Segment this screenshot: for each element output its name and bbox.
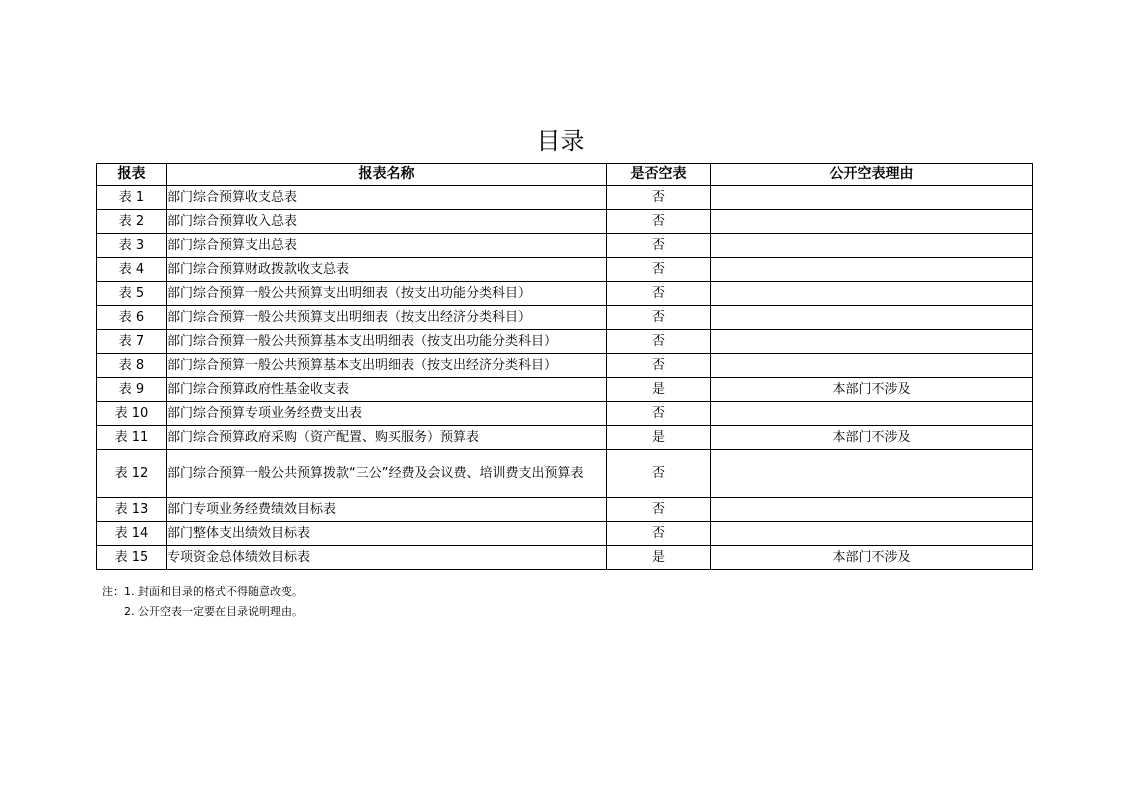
- empty-reason-cell: [711, 306, 1033, 330]
- empty-reason-cell: [711, 354, 1033, 378]
- report-name-cell: 部门整体支出绩效目标表: [167, 522, 607, 546]
- report-name-cell: 部门综合预算一般公共预算支出明细表（按支出功能分类科目）: [167, 282, 607, 306]
- empty-reason-cell: 本部门不涉及: [711, 426, 1033, 450]
- is-empty-cell: 是: [607, 546, 711, 570]
- empty-reason-cell: [711, 450, 1033, 498]
- empty-reason-cell: [711, 258, 1033, 282]
- report-name-cell: 部门综合预算政府性基金收支表: [167, 378, 607, 402]
- empty-reason-cell: [711, 522, 1033, 546]
- report-name-cell: 部门综合预算专项业务经费支出表: [167, 402, 607, 426]
- header-report-no: 报表: [97, 164, 167, 186]
- report-number-cell: 表 6: [97, 306, 167, 330]
- is-empty-cell: 否: [607, 186, 711, 210]
- table-row: [97, 354, 1033, 378]
- table-row: [97, 546, 1033, 570]
- report-name-cell: 部门综合预算收支总表: [167, 186, 607, 210]
- table-row: [97, 450, 1033, 498]
- report-number-cell: 表 7: [97, 330, 167, 354]
- is-empty-cell: 否: [607, 234, 711, 258]
- is-empty-cell: 否: [607, 306, 711, 330]
- report-number-cell: 表 1: [97, 186, 167, 210]
- report-name-cell: 部门综合预算财政拨款收支总表: [167, 258, 607, 282]
- is-empty-cell: 是: [607, 378, 711, 402]
- table-row: [97, 306, 1033, 330]
- is-empty-cell: 否: [607, 498, 711, 522]
- report-number-cell: 表 12: [97, 450, 167, 498]
- table-row: [97, 378, 1033, 402]
- report-name-cell: 专项资金总体绩效目标表: [167, 546, 607, 570]
- footnote-1: 注：1. 封面和目录的格式不得随意改变。: [102, 585, 303, 598]
- is-empty-cell: 否: [607, 282, 711, 306]
- report-name-cell: 部门综合预算一般公共预算拨款“三公”经费及会议费、培训费支出预算表: [167, 450, 607, 498]
- header-is-empty: 是否空表: [607, 164, 711, 186]
- empty-reason-cell: [711, 402, 1033, 426]
- empty-reason-cell: [711, 210, 1033, 234]
- is-empty-cell: 否: [607, 258, 711, 282]
- table-header-row: [97, 164, 1033, 186]
- table-row: [97, 282, 1033, 306]
- table-row: [97, 522, 1033, 546]
- is-empty-cell: 否: [607, 330, 711, 354]
- report-number-cell: 表 8: [97, 354, 167, 378]
- empty-reason-cell: [711, 498, 1033, 522]
- table-row: [97, 426, 1033, 450]
- report-name-cell: 部门综合预算一般公共预算基本支出明细表（按支出经济分类科目）: [167, 354, 607, 378]
- table-row: [97, 498, 1033, 522]
- report-number-cell: 表 13: [97, 498, 167, 522]
- header-report-name: 报表名称: [167, 164, 607, 186]
- is-empty-cell: 否: [607, 450, 711, 498]
- is-empty-cell: 是: [607, 426, 711, 450]
- report-number-cell: 表 9: [97, 378, 167, 402]
- report-name-cell: 部门综合预算收入总表: [167, 210, 607, 234]
- empty-reason-cell: [711, 282, 1033, 306]
- report-number-cell: 表 4: [97, 258, 167, 282]
- page-title: 目录: [536, 127, 585, 155]
- is-empty-cell: 否: [607, 522, 711, 546]
- is-empty-cell: 否: [607, 210, 711, 234]
- report-number-cell: 表 10: [97, 402, 167, 426]
- footnote-2: 2. 公开空表一定要在目录说明理由。: [124, 605, 303, 618]
- table-row: [97, 330, 1033, 354]
- empty-reason-cell: 本部门不涉及: [711, 378, 1033, 402]
- table-row: [97, 234, 1033, 258]
- report-name-cell: 部门综合预算一般公共预算支出明细表（按支出经济分类科目）: [167, 306, 607, 330]
- table-body: [97, 186, 1033, 570]
- report-number-cell: 表 3: [97, 234, 167, 258]
- empty-reason-cell: [711, 186, 1033, 210]
- is-empty-cell: 否: [607, 354, 711, 378]
- report-number-cell: 表 5: [97, 282, 167, 306]
- empty-reason-cell: 本部门不涉及: [711, 546, 1033, 570]
- report-name-cell: 部门专项业务经费绩效目标表: [167, 498, 607, 522]
- table-row: [97, 210, 1033, 234]
- is-empty-cell: 否: [607, 402, 711, 426]
- report-name-cell: 部门综合预算一般公共预算基本支出明细表（按支出功能分类科目）: [167, 330, 607, 354]
- report-number-cell: 表 15: [97, 546, 167, 570]
- table-row: [97, 402, 1033, 426]
- catalog-table: [96, 163, 1033, 570]
- report-number-cell: 表 14: [97, 522, 167, 546]
- report-name-cell: 部门综合预算支出总表: [167, 234, 607, 258]
- report-name-cell: 部门综合预算政府采购（资产配置、购买服务）预算表: [167, 426, 607, 450]
- footnotes: [102, 582, 303, 622]
- empty-reason-cell: [711, 330, 1033, 354]
- table-row: [97, 258, 1033, 282]
- table-row: [97, 186, 1033, 210]
- header-empty-reason: 公开空表理由: [711, 164, 1033, 186]
- report-number-cell: 表 2: [97, 210, 167, 234]
- report-number-cell: 表 11: [97, 426, 167, 450]
- empty-reason-cell: [711, 234, 1033, 258]
